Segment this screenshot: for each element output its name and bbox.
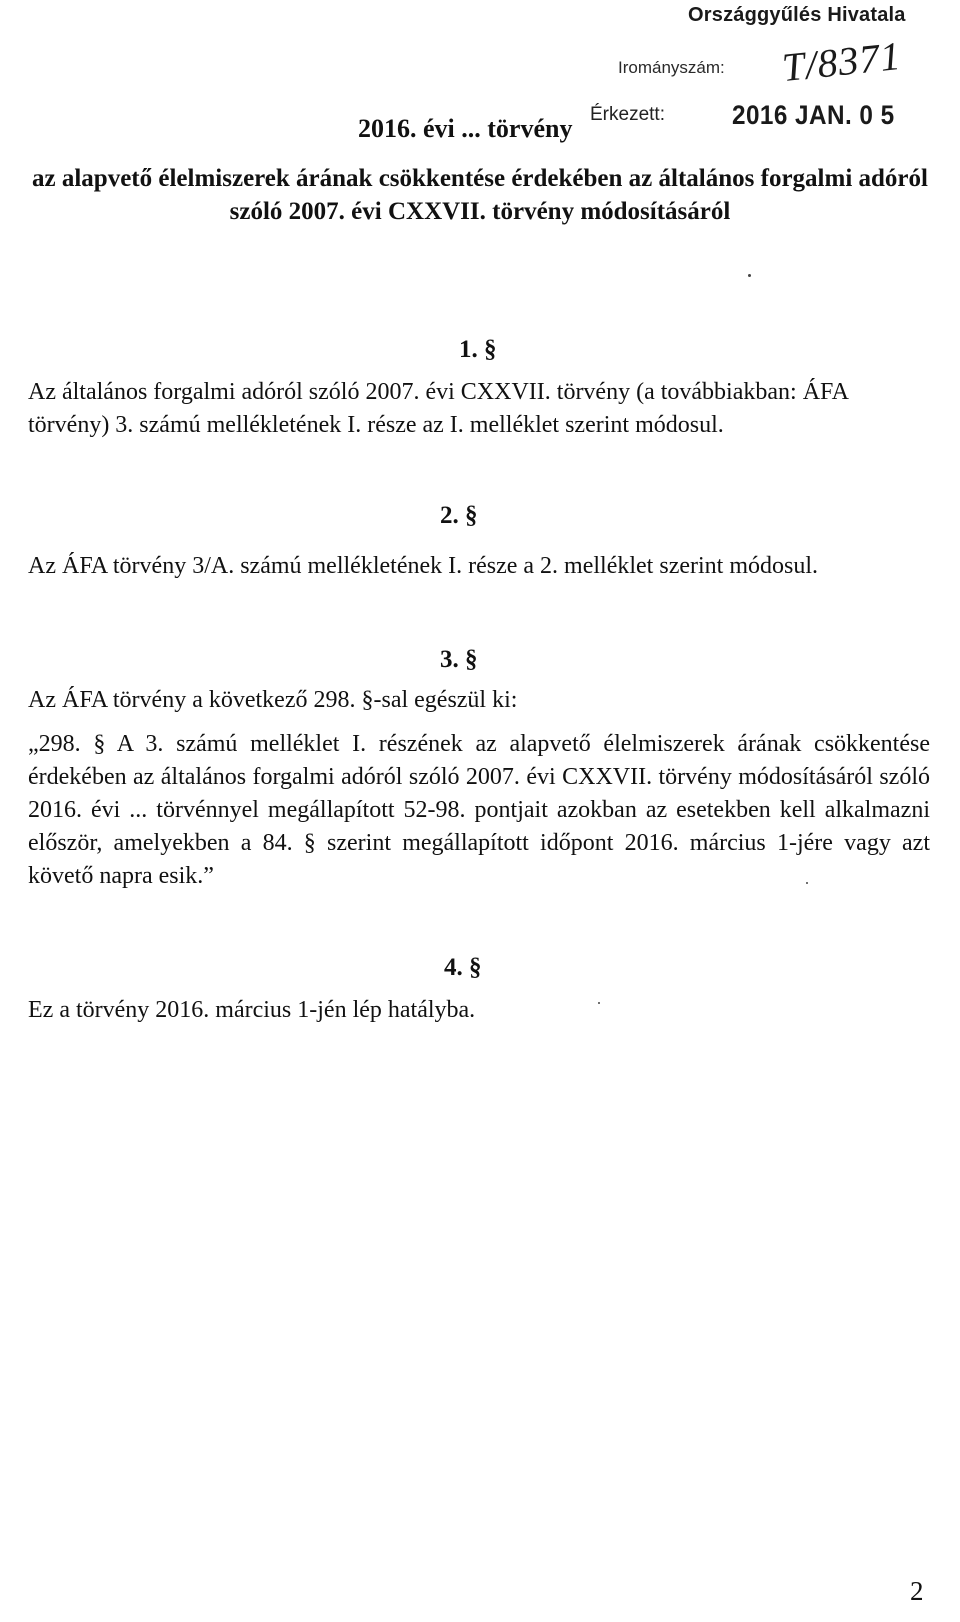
scan-speck — [806, 882, 808, 884]
section-1-number: 1. § — [459, 336, 497, 363]
section-1-line-2: törvény) 3. számú mellékletének I. része az I. melléklet szerint módosul. — [28, 412, 724, 438]
scan-speck — [748, 274, 751, 277]
scan-speck — [598, 1002, 600, 1004]
page-number: 2 — [910, 1576, 924, 1606]
section-1-line-1: Az általános forgalmi adóról szóló 2007. évi CXXVII. törvény (a továbbiakban: ÁFA — [28, 379, 849, 405]
document-title — [28, 162, 932, 228]
section-3-number: 3. § — [440, 646, 478, 673]
section-4-line-1: Ez a törvény 2016. március 1-jén lép hatályba. — [28, 997, 476, 1023]
stamp-registration-label: Irományszám: — [618, 58, 725, 77]
section-3-line-1: Az ÁFA törvény a következő 298. §-sal egészül ki: — [28, 687, 518, 713]
stamp-arrived-label: Érkezett: — [590, 104, 665, 125]
document-title-line-2: szóló 2007. évi CXXVII. törvény módosításáról — [229, 198, 731, 225]
stamp-registration-number: T/8371 — [779, 32, 904, 91]
document-title-line-1: az alapvető élelmiszerek árának csökkentése érdekében az általános forgalmi adóról — [32, 165, 928, 192]
document-heading: 2016. évi ... törvény — [358, 114, 573, 143]
stamp-arrived-date: 2016 JAN. 0 5 — [732, 100, 895, 130]
stamp-office-name: Országgyűlés Hivatala — [688, 4, 906, 26]
section-2-number: 2. § — [440, 502, 478, 529]
section-3-quoted-provision: „298. § A 3. számú melléklet I. részének az alapvető élelmiszerek árának csökkentése érdekében az általános forgalmi adóról szóló 2007. évi CXXVII. törvény módosításáról szóló 2016. évi ... törvénnyel megállapított 52-98. pontjait azokban az esetekben kell alkalmazni először, amelyekben a 84. § szerint megállapított időpont 2016. március 1-jére vagy azt követő napra esik.” — [28, 731, 930, 889]
section-4-number: 4. § — [444, 954, 482, 981]
section-2-line-1: Az ÁFA törvény 3/A. számú mellékletének I. része a 2. melléklet szerint módosul. — [28, 553, 818, 579]
